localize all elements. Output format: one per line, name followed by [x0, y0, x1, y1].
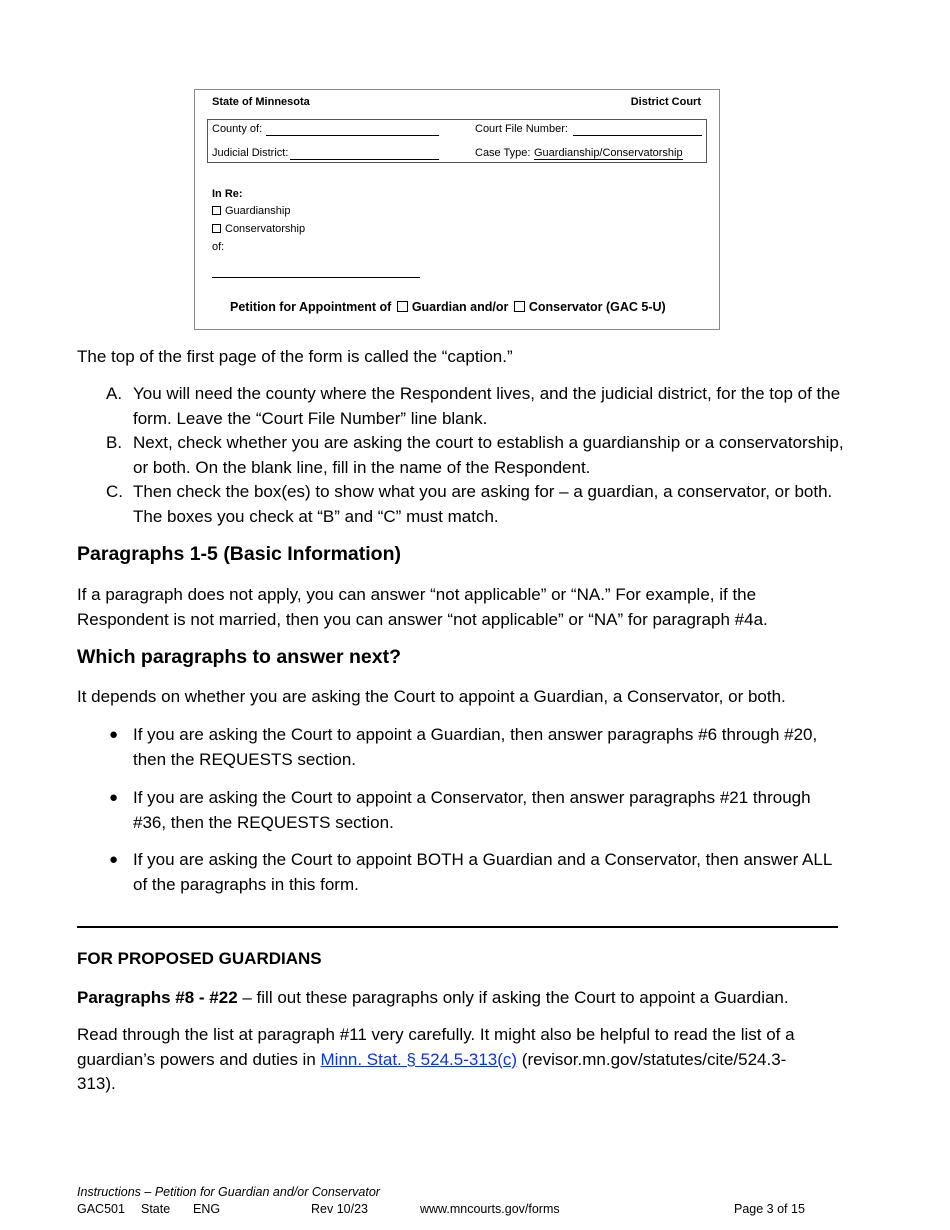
bullet-both [106, 848, 846, 898]
footer-lang: ENG [193, 1202, 221, 1216]
case-type-label: Case Type: [475, 147, 531, 159]
checkbox-icon [397, 301, 408, 312]
caption-title [230, 300, 666, 314]
section-guardians-heading: FOR PROPOSED GUARDIANS [77, 949, 322, 968]
bullet-text: If you are asking the Court to appoint BOTH a Guardian and a Conservator, then answer ALL of the paragraphs in this form. [133, 850, 832, 894]
footer-title: Instructions – Petition for Guardian and/or Conservator [77, 1185, 380, 1199]
statute-link[interactable]: Minn. Stat. § 524.5-313(c) [320, 1049, 518, 1069]
section-next-heading: Which paragraphs to answer next? [77, 646, 401, 668]
section-basic-text: If a paragraph does not apply, you can answer “not applicable” or “NA.” For example, if the Respondent is not married, then you can answer “not applicable” or “NA” for paragraph #4a. [77, 585, 768, 629]
guardian-paragraphs-desc: – fill out these paragraphs only if asking the Court to appoint a Guardian. [237, 988, 789, 1007]
intro-text: The top of the first page of the form is called the “caption.” [77, 347, 513, 366]
checkbox-icon [514, 301, 525, 312]
read-list-text [77, 1023, 817, 1097]
option-conservatorship-label: Conservatorship [225, 223, 306, 235]
footer-state: State [141, 1202, 171, 1216]
district-label: Judicial District: [212, 147, 289, 159]
section-next-text: It depends on whether you are asking the Court to appoint a Guardian, a Conservator, or both. [77, 687, 786, 706]
bullet-guardian [106, 723, 846, 773]
bullet-icon: ● [109, 789, 119, 806]
bullet-text: If you are asking the Court to appoint a Conservator, then answer paragraphs #21 through #36, then the REQUESTS section. [133, 788, 811, 832]
step-a [106, 382, 846, 432]
guardian-paragraphs-text [77, 986, 789, 1011]
caption-state: State of Minnesota [212, 96, 310, 108]
footer-code: GAC501 [77, 1202, 125, 1216]
step-marker: A. [106, 384, 123, 403]
guardian-paragraphs-range: Paragraphs #8 - #22 [77, 988, 238, 1007]
county-label: County of: [212, 123, 263, 135]
county-line [266, 135, 439, 136]
file-number-label: Court File Number: [475, 123, 568, 135]
checkbox-icon [212, 224, 221, 233]
section-divider [77, 926, 838, 928]
caption-title-part2: Guardian and/or [411, 300, 509, 314]
option-guardianship-label: Guardianship [225, 205, 291, 217]
section-basic-heading: Paragraphs 1-5 (Basic Information) [77, 543, 401, 565]
footer-url: www.mncourts.gov/forms [420, 1202, 560, 1216]
checkbox-icon [212, 206, 221, 215]
respondent-line [212, 277, 420, 278]
bullet-text: If you are asking the Court to appoint a Guardian, then answer paragraphs #6 through #20, then the REQUESTS section. [133, 725, 818, 769]
option-conservatorship [212, 223, 305, 235]
step-marker: B. [106, 433, 123, 452]
of-label: of: [212, 241, 225, 253]
file-number-line [573, 135, 702, 136]
step-text: You will need the county where the Respondent lives, and the judicial district, for the top of the form. Leave the “Court File Number” line blank. [133, 384, 841, 428]
bullet-icon: ● [109, 851, 119, 868]
step-marker: C. [106, 482, 123, 501]
bullet-icon: ● [109, 726, 119, 743]
caption-court: District Court [630, 96, 701, 108]
read-list-text-1: Read through the list at paragraph #11 very carefully. It might also be helpful to read the list of a guardian’s powers and duties in [77, 1025, 795, 1069]
caption-image [194, 89, 720, 330]
caption-fields-box [207, 119, 707, 163]
footer-rev: Rev 10/23 [311, 1202, 368, 1216]
in-re-label: In Re: [212, 188, 243, 200]
read-list-text-2: (revisor.mn.gov/statutes/cite/524.3-313). [77, 1049, 787, 1093]
step-text: Next, check whether you are asking the court to establish a guardianship or a conservatorship, or both. On the blank line, fill in the name of the Respondent. [133, 433, 844, 477]
footer-page: Page 3 of 15 [734, 1202, 805, 1216]
step-text: Then check the box(es) to show what you are asking for – a guardian, a conservator, or both. The boxes you check at “B” and “C” must match. [133, 482, 833, 526]
case-type-value: Guardianship/Conservatorship [534, 147, 683, 159]
caption-title-part1: Petition for Appointment of [230, 300, 392, 314]
bullet-conservator [106, 786, 846, 836]
district-line [290, 159, 439, 160]
step-b [106, 431, 846, 481]
step-c [106, 480, 846, 530]
caption-title-part3: Conservator (GAC 5-U) [528, 300, 666, 314]
option-guardianship [212, 205, 290, 217]
